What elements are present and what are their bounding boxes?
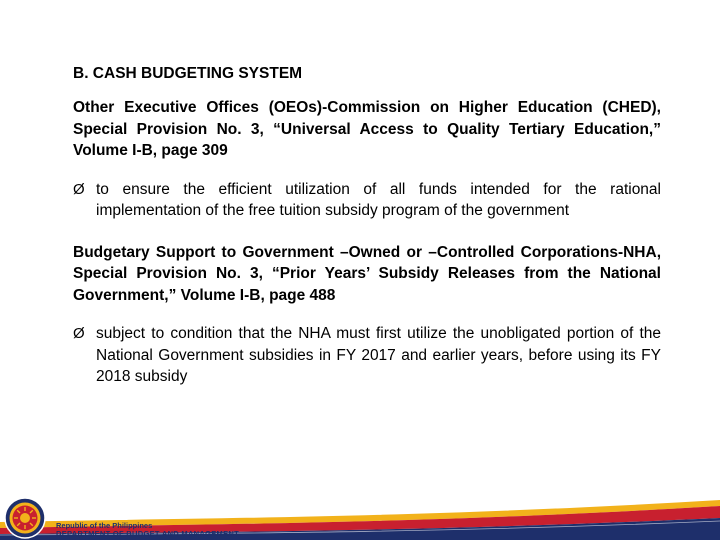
slide-content: [73, 63, 661, 388]
slide-heading: B. CASH BUDGETING SYSTEM: [73, 65, 303, 82]
section1-bullet: [73, 179, 661, 222]
dbm-seal-icon: [4, 497, 46, 539]
arrow-bullet-icon: Ø: [73, 180, 85, 198]
section2-bullet-text: subject to condition that the NHA must first utilize the unobligated portion of the National Government subsidies in FY 2017 and earlier years, before using its FY 2018 subsidy: [96, 325, 661, 385]
section2-bullet: [73, 323, 661, 388]
footer-department-label: DEPARTMENT OF BUDGET AND MANAGEMENT: [56, 529, 239, 538]
footer-republic-label: Republic of the Philippines: [56, 521, 153, 530]
section2-title: Budgetary Support to Government –Owned or –Controlled Corporations-NHA, Special Provision No. 3, “Prior Years’ Subsidy Releases from the National Government,” Volume I-B, page 488: [73, 243, 661, 304]
section1-title: Other Executive Offices (OEOs)-Commission on Higher Education (CHED), Special Provision No. 3, “Universal Access to Quality Tertiary Education,” Volume I-B, page 309: [73, 99, 661, 159]
section1-bullet-text: to ensure the efficient utilization of all funds intended for the rational implementation of the free tuition subsidy program of the government: [96, 180, 661, 219]
arrow-bullet-icon: Ø: [73, 325, 85, 342]
